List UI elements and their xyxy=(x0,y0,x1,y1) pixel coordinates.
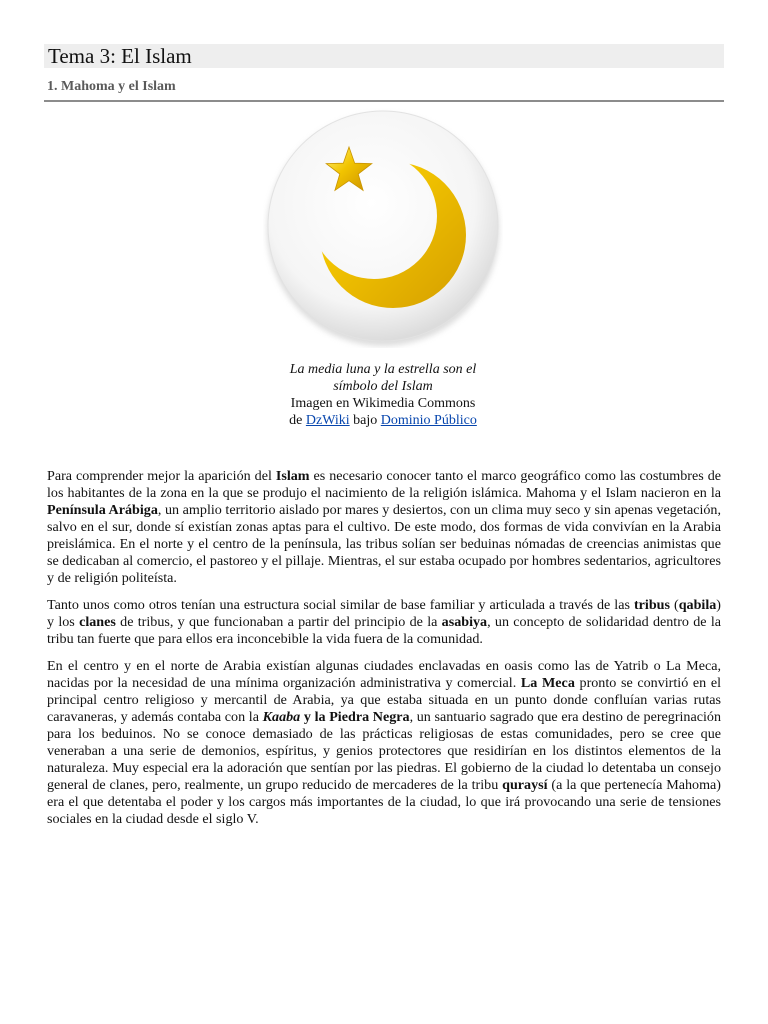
body-text xyxy=(47,468,721,838)
bold-term: y la Piedra Negra xyxy=(300,709,410,725)
text-run: , un santuario sagrado que era destino de peregrinación para los beduinos. No se conoce demasiado de las prácticas religiosas de estas comunidades, pero se cree que veneraban a una serie de demonios, espíritus, y genios protectores que residirían en los distintos elementos de la naturaleza. Muy especial era la adoración que sentían por las piedras. El gobierno de la ciudad lo detentaba un consejo general de clanes, pero, realmente, un grupo reducido de mercaderes de la tribu xyxy=(47,709,721,793)
text-run: , un amplio territorio aislado por mares y desiertos, con un clima muy seco y sin apenas vegetación, salvo en el sur, donde sí existían zonas aptas para el cultivo. De este modo, dos formas de vida convivían en la Arabia preislámica. En el norte y el centro de la península, las tribus solían ser beduinas nómadas de creencias animistas que se dedicaban al comercio, el pastoreo y el pillaje. Mientras, el sur estaba ocupado por hombres sedentarios, agricultores y de religión politeísta. xyxy=(47,502,721,586)
bold-term: La Meca xyxy=(520,675,575,691)
caption-line: La media luna y la estrella son el xyxy=(289,362,477,377)
text-run: ) y los xyxy=(47,597,721,630)
caption-credit xyxy=(250,412,516,429)
crescent-star-icon xyxy=(263,108,503,348)
paragraph xyxy=(47,597,721,648)
caption-line: símbolo del Islam xyxy=(333,379,433,394)
text-run: En el centro y en el norte de Arabia existían algunas ciudades enclavadas en oasis como las de Yatrib o La Meca, nacidas por la necesidad de una mínima organización administrativa y comercial. xyxy=(47,658,721,691)
caption-source: Imagen en Wikimedia Commons xyxy=(290,396,476,411)
text-run: Para comprender mejor la aparición del xyxy=(47,468,276,484)
section-heading: 1. Mahoma y el Islam xyxy=(47,79,176,94)
paragraph xyxy=(47,658,721,828)
author-link[interactable]: DzWiki xyxy=(305,413,350,428)
page-title: Tema 3: El Islam xyxy=(44,44,724,68)
bold-term: tribus xyxy=(633,597,670,613)
text-run: Tanto unos como otros tenían una estructura social similar de base familiar y articulada a través de las xyxy=(47,597,634,613)
bold-term: quraysí xyxy=(502,777,548,793)
bold-term: Península Arábiga xyxy=(47,502,158,518)
heading-divider xyxy=(44,100,724,102)
caption-de: de xyxy=(289,413,306,428)
bold-term: qabila xyxy=(678,597,717,613)
text-run: pronto se convirtió en el principal centro religioso y mercantil de Arabia, ya que estaba situada en un punto donde confluían varias rutas caravaneras, y además contaba con la xyxy=(47,675,722,725)
paragraph xyxy=(47,468,721,587)
bold-term: clanes xyxy=(79,614,116,630)
text-run: (a la que pertenecía Mahoma) era el que detentaba el poder y los cargos más importantes de la ciudad, lo que irá provocando una serie de tensiones sociales en la ciudad desde el siglo V. xyxy=(47,777,721,827)
bold-term: Kaaba xyxy=(262,709,301,725)
text-run: , un concepto de solidaridad dentro de la tribu tan fuerte que para ellos era inconcebible la vida fuera de la comunidad. xyxy=(47,614,721,647)
bold-term: asabiya xyxy=(441,614,488,630)
figure-caption xyxy=(250,361,516,429)
caption-bajo: bajo xyxy=(349,413,381,428)
text-run: ( xyxy=(669,597,679,613)
bold-term: Islam xyxy=(275,468,310,484)
text-run: de tribus, y que funcionaban a partir del principio de la xyxy=(115,614,442,630)
text-run: es necesario conocer tanto el marco geográfico como las costumbres de los habitantes de la zona en la que se produjo el nacimiento de la religión islámica. Mahoma y el Islam nacieron en la xyxy=(47,468,721,501)
license-link[interactable]: Dominio Público xyxy=(380,413,477,428)
